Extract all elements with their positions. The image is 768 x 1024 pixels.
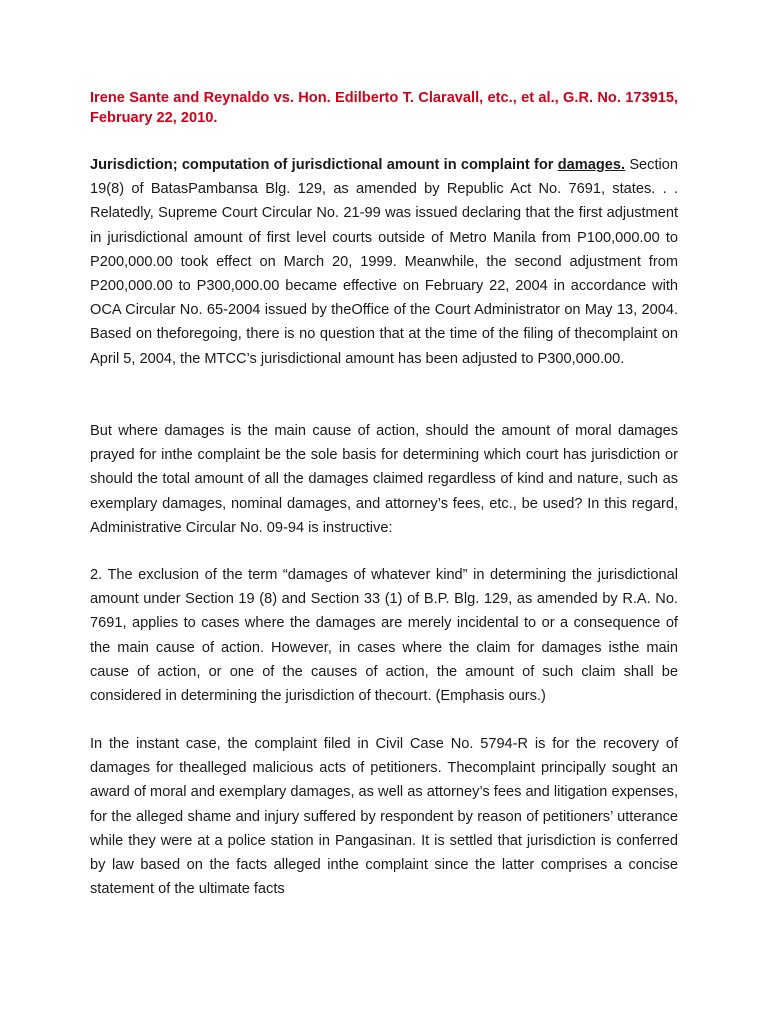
paragraph-instant-case: In the instant case, the complaint filed in Civil Case No. 5794-R is for the recovery of damages for thealleged malicious acts of petitioners. Thecomplaint principally sought an award of moral and exemplary damages, as well as attorney’s fees and litigation expenses, for the alleged shame and injury suffered by respondent by reason of petitioners’ utterance while they were at a police station in Pangasinan. It is settled that jurisdiction is conferred by law based on the facts alleged inthe complaint since the latter comprises a concise statement of the ultimate facts xyxy=(90,736,678,898)
paragraph-circular-quote: 2. The exclusion of the term “damages of whatever kind” in determining the jurisdictional amount under Section 19 (8) and Section 33 (1) of B.P. Blg. 129, as amended by R.A. No. 7691, applies to cases where the damages are merely incidental to or a consequence of the main cause of action. However, in cases where the claim for damages isthe main cause of action, or one of the causes of action, the amount of such claim shall be considered in determining the jurisdiction of thecourt. (Emphasis ours.) xyxy=(90,567,678,705)
lead-text: Jurisdiction; computation of jurisdictional amount in complaint for xyxy=(90,157,558,173)
paragraph-jurisdiction xyxy=(90,153,678,371)
paragraph-lead xyxy=(90,157,625,173)
lead-underlined: damages. xyxy=(557,157,626,173)
paragraph-damages-question: But where damages is the main cause of action, should the amount of moral damages prayed for inthe complaint be the sole basis for determining which court has jurisdiction or should the total amount of all the damages claimed regardless of kind and nature, such as exemplary damages, nominal damages, and attorney’s fees, etc., be used? In this regard, Administrative Circular No. 09-94 is instructive: xyxy=(90,423,678,536)
case-title: Irene Sante and Reynaldo vs. Hon. Edilberto T. Claravall, etc., et al., G.R. No. 173915, February 22, 2010. xyxy=(90,90,678,126)
paragraph-body: Section 19(8) of BatasPambansa Blg. 129, as amended by Republic Act No. 7691, states. . . Relatedly, Supreme Court Circular No. 21-99 was issued declaring that the first adjustment in jurisdictional amount of first level courts outside of Metro Manila from P100,000.00 to P200,000.00 took effect on March 20, 1999. Meanwhile, the second adjustment from P200,000.00 to P300,000.00 became effective on February 22, 2004 in accordance with OCA Circular No. 65-2004 issued by theOffice of the Court Administrator on May 13, 2004. Based on theforegoing, there is no question that at the time of the filing of thecomplaint on April 5, 2004, the MTCC’s jurisdictional amount has been adjusted to P300,000.00. xyxy=(90,157,679,367)
